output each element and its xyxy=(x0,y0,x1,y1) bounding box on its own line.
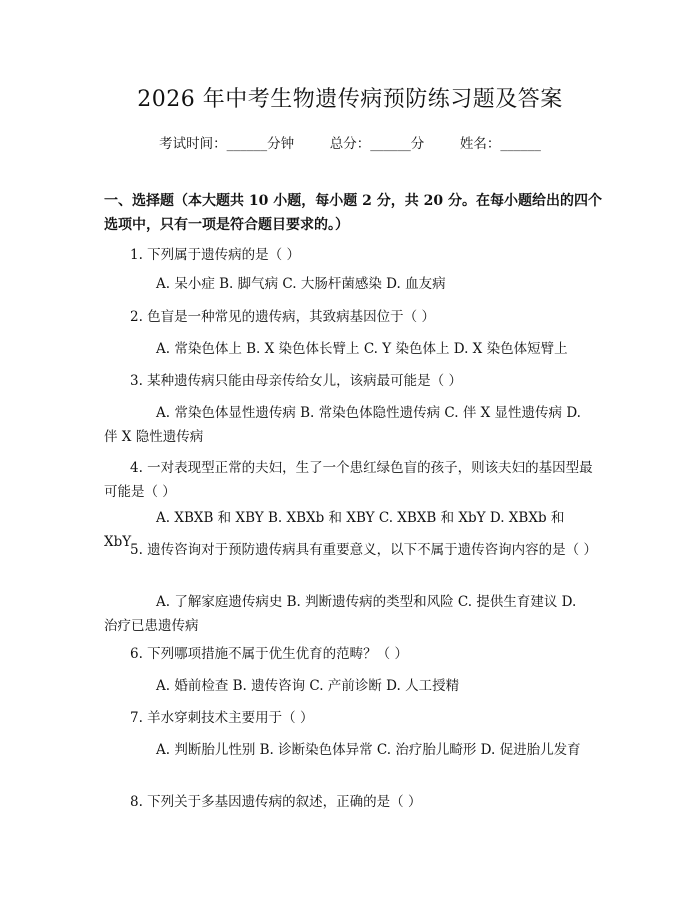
question-stem: 5. 遗传咨询对于预防遗传病具有重要意义，以下不属于遗传咨询内容的是（ ） xyxy=(130,542,597,558)
exam-meta xyxy=(0,132,700,152)
question-stem: 1. 下列属于遗传病的是（ ） xyxy=(130,247,300,263)
section-heading: 一、选择题（本大题共 10 小题，每小题 2 分，共 20 分。在每小题给出的四个选项中，只有一项是符合题目要求的。） xyxy=(104,193,602,233)
question-stem: 7. 羊水穿刺技术主要用于（ ） xyxy=(130,710,314,726)
question-stem: 6. 下列哪项措施不属于优生优育的范畴？（ ） xyxy=(130,646,408,662)
question-stem: 2. 色盲是一种常见的遗传病，其致病基因位于（ ） xyxy=(130,309,435,325)
question-options: A. 常染色体显性遗传病 B. 常染色体隐性遗传病 C. 伴 X 显性遗传病 D. 伴 X 隐性遗传病 xyxy=(104,405,581,445)
question-stem: 8. 下列关于多基因遗传病的叙述，正确的是（ ） xyxy=(130,794,422,810)
question-options: A. 呆小症 B. 脚气病 C. 大肠杆菌感染 D. 血友病 xyxy=(156,276,446,292)
question-stem: 3. 某种遗传病只能由母亲传给女儿，该病最可能是（ ） xyxy=(130,373,462,389)
question-options: A. 了解家庭遗传病史 B. 判断遗传病的类型和风险 C. 提供生育建议 D. 治疗已患遗传病 xyxy=(104,594,577,634)
question-options: A. XBXB 和 XBY B. XBXb 和 XBY C. XBXB 和 XbY D. XBXb 和 XbY xyxy=(104,510,565,550)
page-title: 2026 年中考生物遗传病预防练习题及答案 xyxy=(137,87,563,112)
exam-time: 考试时间：______分钟 xyxy=(159,136,295,152)
question-options: A. 判断胎儿性别 B. 诊断染色体异常 C. 治疗胎儿畸形 D. 促进胎儿发育 xyxy=(156,742,581,758)
question-options: A. 婚前检查 B. 遗传咨询 C. 产前诊断 D. 人工授精 xyxy=(156,678,460,694)
question-stem: 4. 一对表现型正常的夫妇，生了一个患红绿色盲的孩子，则该夫妇的基因型最可能是（ ） xyxy=(104,460,593,500)
student-name: 姓名：______ xyxy=(459,136,541,152)
question-options: A. 常染色体上 B. X 染色体长臂上 C. Y 染色体上 D. X 染色体短臂上 xyxy=(156,341,568,357)
total-score: 总分：______分 xyxy=(329,136,425,152)
